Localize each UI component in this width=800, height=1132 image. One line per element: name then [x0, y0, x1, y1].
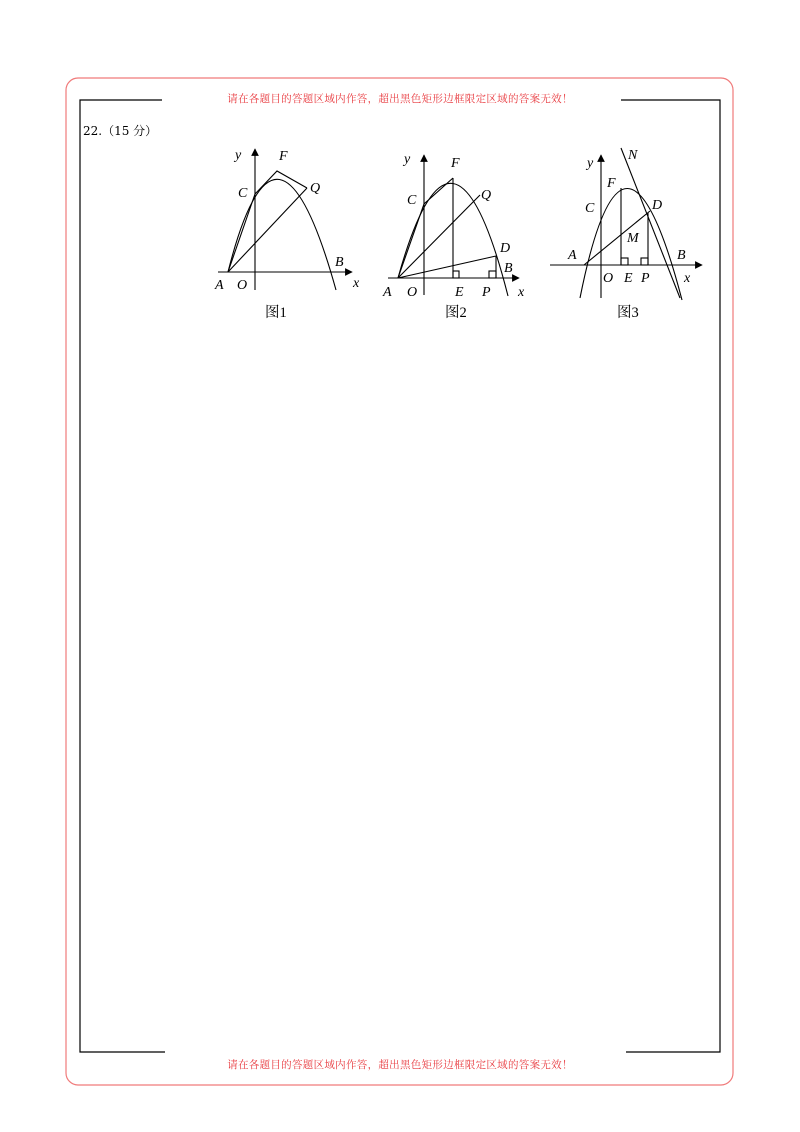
fig2-label-Q: Q [481, 188, 492, 203]
fig3-label-E: E [624, 271, 633, 286]
figure-1 [218, 149, 352, 290]
figure-2 [388, 155, 519, 296]
fig2-label-P: P [482, 285, 491, 300]
fig2-label-F: F [451, 156, 460, 171]
fig1-label-y: y [235, 148, 242, 163]
answer-area-frame [80, 100, 720, 1052]
fig2-label-D: D [500, 241, 511, 256]
fig1-label-Q: Q [310, 181, 321, 196]
fig1-label-x: x [353, 276, 360, 291]
figure-1-labels [214, 148, 360, 321]
fig2-caption: 图2 [445, 305, 467, 321]
question-number: 22.（15 分） [83, 124, 158, 138]
fig1-label-O: O [237, 278, 248, 293]
fig1-label-F: F [279, 149, 288, 164]
fig3-caption: 图3 [617, 305, 639, 321]
fig2-label-A: A [383, 285, 392, 300]
fig3-label-B: B [677, 248, 686, 263]
fig3-label-M: M [627, 231, 639, 246]
fig3-label-C: C [585, 201, 595, 216]
answer-zone-notice-top: 请在各题目的答题区域内作答，超出黑色矩形边框限定区域的答案无效！ [227, 93, 573, 105]
fig2-label-B: B [504, 261, 513, 276]
fig1-label-A: A [215, 278, 224, 293]
fig3-label-F: F [607, 176, 616, 191]
fig1-label-B: B [335, 255, 344, 270]
fig3-label-P: P [641, 271, 650, 286]
fig2-label-x: x [518, 285, 525, 300]
outer-frame [66, 78, 733, 1085]
fig3-label-y: y [587, 156, 594, 171]
fig3-label-N: N [628, 148, 638, 163]
answer-zone-notice-bottom: 请在各题目的答题区域内作答，超出黑色矩形边框限定区域的答案无效！ [227, 1059, 573, 1071]
fig1-label-C: C [238, 186, 248, 201]
figure-3-labels [567, 148, 691, 321]
fig2-label-y: y [404, 152, 411, 167]
fig3-label-D: D [652, 198, 663, 213]
fig3-label-x: x [684, 271, 691, 286]
fig2-label-O: O [407, 285, 418, 300]
fig1-caption: 图1 [265, 305, 287, 321]
fig2-label-E: E [455, 285, 464, 300]
fig2-label-C: C [407, 193, 417, 208]
fig3-label-O: O [603, 271, 614, 286]
fig3-label-A: A [568, 248, 577, 263]
